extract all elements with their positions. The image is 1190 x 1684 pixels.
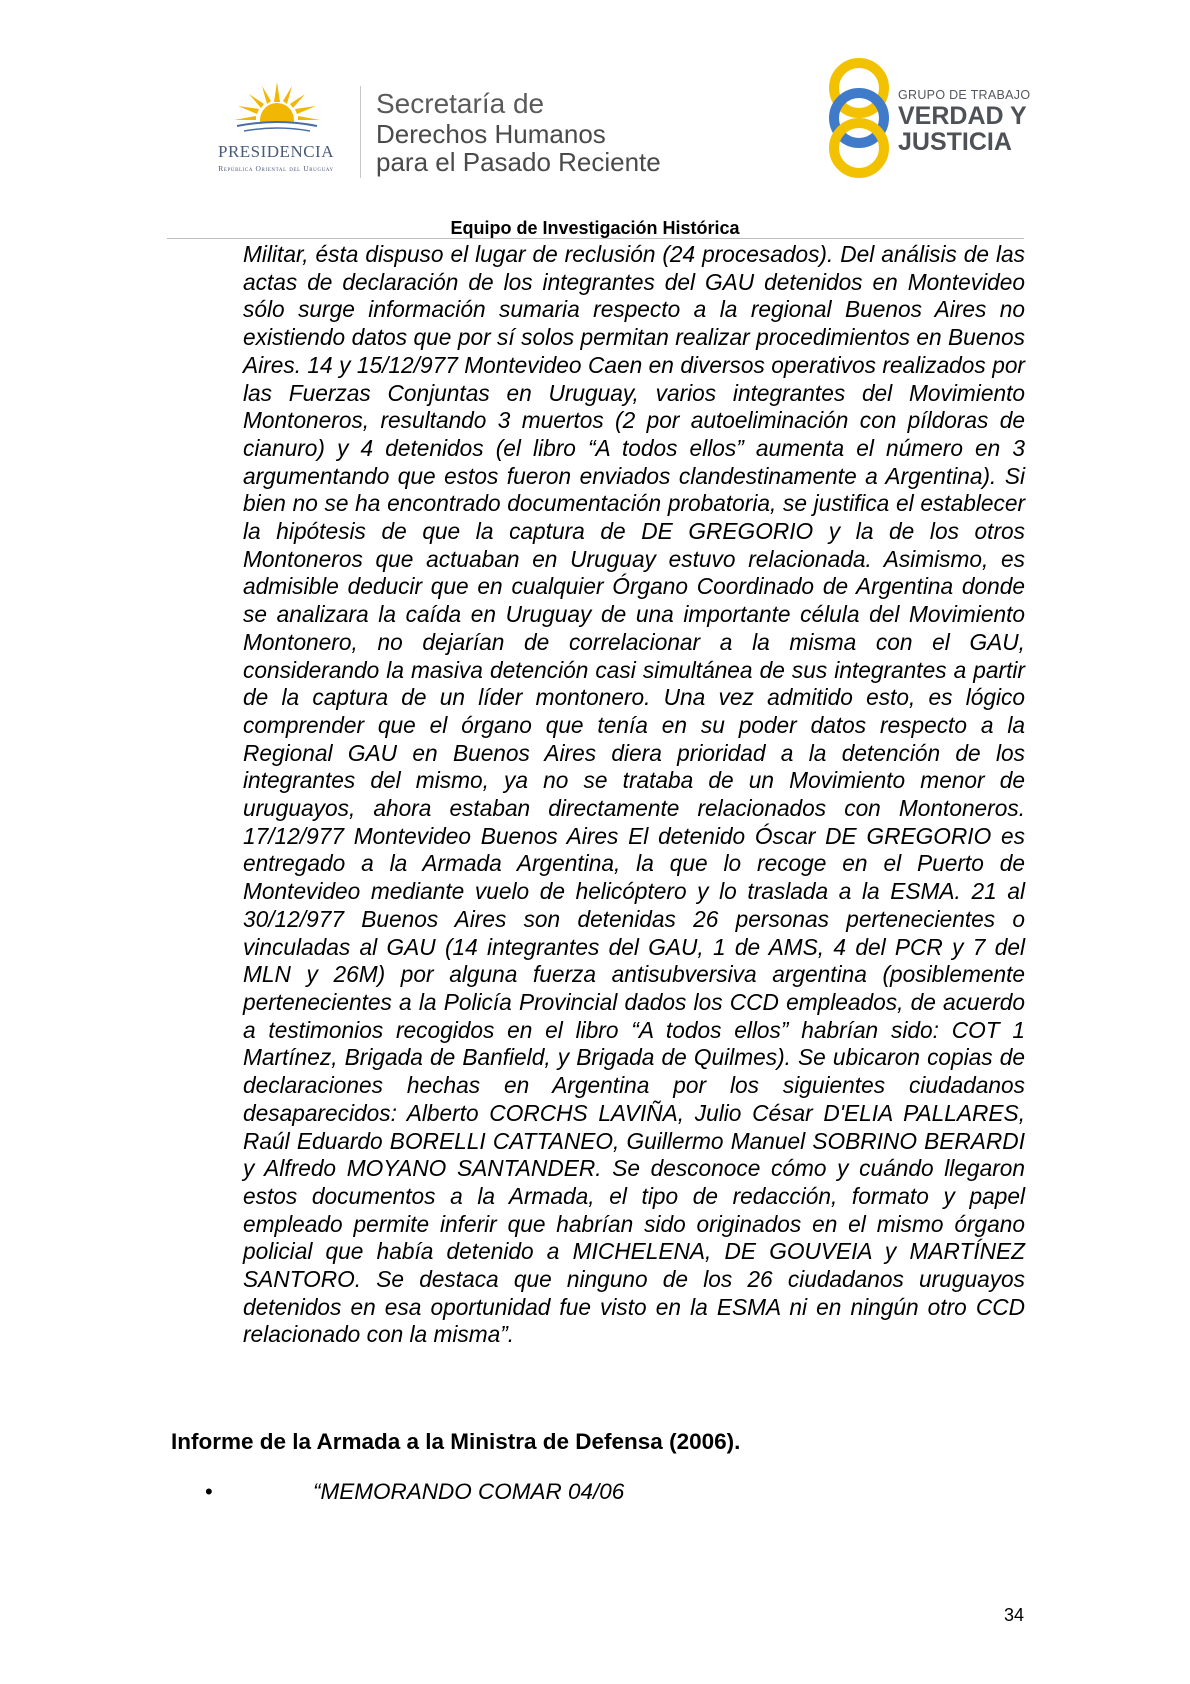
page-number: 34: [1004, 1605, 1025, 1625]
header-divider: [167, 238, 1024, 239]
presidencia-logo: [196, 82, 356, 178]
body-paragraph: Militar, ésta dispuso el lugar de reclusión (24 procesados). Del análisis de las actas de declaración de los integrantes del GAU detenidos en Montevideo sólo surge información sumaria respecto a la regional Buenos Aires no existiendo datos que por sí solos permitan realizar procedimientos en Buenos Aires. 14 y 15/12/977 Montevideo Caen en diversos operativos realizados por las Fuerzas Conjuntas en Uruguay, varios integrantes del Movimiento Montoneros, resultando 3 muertos (2 por autoeliminación con píldoras de cianuro) y 4 detenidos (el libro “A todos ellos” aumenta el número en 3 argumentando que estos fueron enviados clandestinamente a Argentina). Si bien no se ha encontrado documentación probatoria, se justifica el establecer la hipótesis de que la captura de DE GREGORIO y la de los otros Montoneros que actuaban en Uruguay estuvo relacionada. Asimismo, es admisible deducir que en cualquier Órgano Coordinado de Argentina donde se analizara la caída en Uruguay de una importante célula del Movimiento Montonero, no dejarían de correlacionar a la misma con el GAU, considerando la masiva detención casi simultánea de sus integrantes a partir de la captura de un líder montonero. Una vez admitido esto, es lógico comprender que el órgano que tenía en su poder datos respecto a la Regional GAU en Buenos Aires diera prioridad a la detención de los integrantes del mismo, ya no se trataba de un Movimiento menor de uruguayos, ahora estaban directamente relacionados con Montoneros. 17/12/977 Montevideo Buenos Aires El detenido Óscar DE GREGORIO es entregado a la Armada Argentina, la que lo recoge en el Puerto de Montevideo mediante vuelo de helicóptero y lo traslada a la ESMA. 21 al 30/12/977 Buenos Aires son detenidas 26 personas pertenecientes o vinculadas al GAU (14 integrantes del GAU, 1 de AMS, 4 del PCR y 7 del MLN y 26M) por alguna fuerza antisubversiva argentina (posiblemente pertenecientes a la Policía Provincial dados los CCD empleados, de acuerdo a testimonios recogidos en el libro “A todos ellos” habrían sido: COT 1 Martínez, Brigada de Banfield, y Brigada de Quilmes). Se ubicaron copias de declaraciones hechas en Argentina por los siguientes ciudadanos desaparecidos: Alberto CORCHS LAVIÑA, Julio César D'ELIA PALLARES, Raúl Eduardo BORELLI CATTANEO, Guillermo Manuel SOBRINO BERARDI y Alfredo MOYANO SANTANDER. Se desconoce cómo y cuándo llegaron estos documentos a la Armada, el tipo de redacción, formato y papel empleado permite inferir que habrían sido originados en el mismo órgano policial que había detenido a MICHELENA, DE GOUVEIA y MARTÍNEZ SANTORO. Se destaca que ninguno de los 26 ciudadanos uruguayos detenidos en esa oportunidad fue visto en la ESMA ni en ningún otro CCD relacionado con la misma”.: [243, 241, 1025, 1348]
logo-divider: [360, 86, 361, 178]
header-title: Equipo de Investigación Histórica: [450, 218, 740, 238]
justicia-label: JUSTICIA: [898, 128, 1012, 156]
grupo-trabajo-logo: [824, 56, 1034, 180]
list-item: [205, 1478, 1025, 1508]
secretaria-line-3: para el Pasado Reciente: [376, 147, 661, 177]
secretaria-logo: [376, 88, 661, 176]
verdad-label: VERDAD Y: [898, 102, 1027, 130]
presidencia-title: PRESIDENCIA: [217, 142, 334, 161]
secretaria-line-2: Derechos Humanos: [376, 119, 606, 149]
secretaria-line-1: Secretaría de: [376, 88, 545, 119]
grupo-trabajo-label: GRUPO DE TRABAJO: [898, 88, 1031, 102]
list-item-text: “MEMORANDO COMAR 04/06: [313, 1479, 625, 1504]
bullet-icon: •: [205, 1479, 213, 1504]
section-heading: Informe de la Armada a la Ministra de Defensa (2006).: [171, 1429, 741, 1454]
rings-icon: [824, 56, 894, 180]
presidencia-subtitle: República Oriental del Uruguay: [218, 164, 334, 173]
sun-icon: [232, 82, 322, 138]
